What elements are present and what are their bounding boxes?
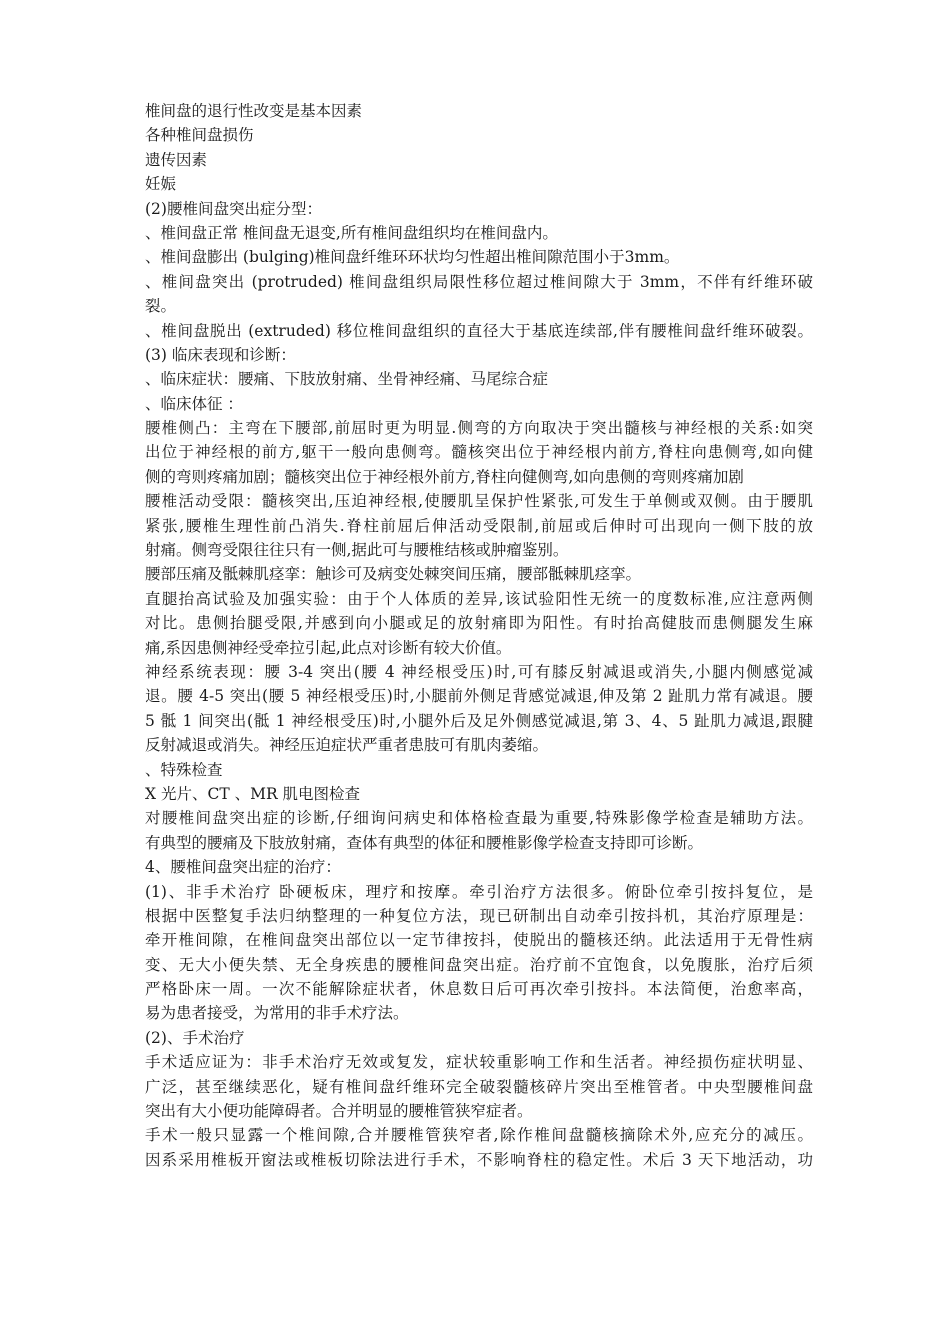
- text-line: 、椎间盘脱出 (extruded) 移位椎间盘组织的直径大于基底连续部,伴有腰椎间盘纤维环破裂。: [145, 321, 813, 340]
- document-page: [145, 99, 813, 1172]
- text-line: 易为患者接受，为常用的非手术疗法。: [145, 1004, 409, 1023]
- text-line: 、椎间盘突出 (protruded) 椎间盘组织局限性移位超过椎间隙大于 3mm，不伴有纤维环破: [145, 272, 813, 291]
- text-line: 腰椎活动受限：髓核突出,压迫神经根,使腰肌呈保护性紧张,可发生于单侧或双侧。由于腰肌: [145, 492, 813, 511]
- text-line: 、特殊检查: [145, 760, 223, 779]
- text-line: 神经系统表现：腰 3-4 突出(腰 4 神经根受压)时,可有膝反射减退或消失,小腿内侧感觉减: [145, 662, 813, 681]
- text-line: 遗传因素: [145, 150, 208, 169]
- text-line: 椎间盘的退行性改变是基本因素: [145, 102, 363, 120]
- text-line: 腰部压痛及骶棘肌痉挛：触诊可及病变处棘突间压痛，腰部骶棘肌痉挛。: [145, 565, 642, 584]
- text-line: 对比。患侧抬腿受限,并感到向小腿或足的放射痛即为阳性。有时抬高健肢而患侧腿发生麻: [145, 614, 813, 633]
- text-line: 紧张,腰椎生理性前凸消失.脊柱前屈后伸活动受限制,前屈或后伸时可出现向一侧下肢的放: [145, 516, 813, 535]
- text-line: 5 骶 1 间突出(骶 1 神经根受压)时,小腿外后及足外侧感觉减退,第 3、4、5 趾肌力减退,跟腱: [145, 711, 813, 730]
- text-line: 变、无大小便失禁、无全身疾患的腰椎间盘突出症。治疗前不宜饱食，以免腹胀，治疗后须: [145, 955, 813, 974]
- text-line: 侧的弯则疼痛加剧；髓核突出位于神经根外前方,脊柱向健侧弯,如向患侧的弯则疼痛加剧: [145, 467, 744, 486]
- text-line: X 光片、CT 、MR 肌电图检查: [145, 784, 361, 803]
- text-line: 退。腰 4-5 突出(腰 5 神经根受压)时,小腿前外侧足背感觉减退,伸及第 2 趾肌力常有减退。腰: [145, 687, 813, 706]
- text-line: 因系采用椎板开窗法或椎板切除法进行手术，不影响脊柱的稳定性。术后 3 天下地活动，功: [145, 1150, 813, 1169]
- text-line: 裂。: [145, 297, 177, 316]
- text-line: 反射减退或消失。神经压迫症状严重者患肢可有肌肉萎缩。: [145, 736, 549, 755]
- text-line: 有典型的腰痛及下肢放射痛，查体有典型的体征和腰椎影像学检查支持即可诊断。: [145, 833, 704, 852]
- text-line: 痛,系因患侧神经受牵拉引起,此点对诊断有较大价值。: [145, 638, 512, 657]
- text-line: 、椎间盘正常 椎间盘无退变,所有椎间盘组织均在椎间盘内。: [145, 223, 558, 242]
- text-line: 直腿抬高试验及加强实验：由于个人体质的差异,该试验阳性无统一的度数标准,应注意两侧: [145, 589, 813, 608]
- text-line: 根据中医整复手法归纳整理的一种复位方法，现已研制出自动牵引按抖机，其治疗原理是：: [145, 906, 813, 925]
- text-line: 各种椎间盘损伤: [145, 126, 254, 145]
- text-line: 妊娠: [145, 175, 177, 194]
- text-line: 严格卧床一周。一次不能解除症状者，休息数日后可再次牵引按抖。本法简便，治愈率高，: [145, 980, 813, 999]
- text-line: 腰椎侧凸：主弯在下腰部,前屈时更为明显.侧弯的方向取决于突出髓核与神经根的关系:如突: [145, 419, 813, 438]
- text-line: 射痛。侧弯受限往往只有一侧,据此可与腰椎结核或肿瘤鉴别。: [145, 541, 569, 560]
- text-line: 广泛，甚至继续恶化，疑有椎间盘纤维环完全破裂髓核碎片突出至椎管者。中央型腰椎间盘: [145, 1077, 813, 1096]
- text-line: 牵开椎间隙，在椎间盘突出部位以一定节律按抖，使脱出的髓核还纳。此法适用于无骨性病: [145, 931, 813, 950]
- text-line: 出位于神经根的前方,躯干一般向患侧弯。髓核突出位于神经根内前方,脊柱向患侧弯,如向健: [145, 443, 813, 462]
- text-line: 对腰椎间盘突出症的诊断,仔细询问病史和体格检查最为重要,特殊影像学检查是辅助方法。: [145, 809, 813, 828]
- text-line: 4、腰椎间盘突出症的治疗：: [145, 858, 341, 877]
- text-line: (1)、非手术治疗 卧硬板床，理疗和按摩。牵引治疗方法很多。俯卧位牵引按抖复位，是: [145, 882, 813, 901]
- text-line: (2)、手术治疗: [145, 1028, 245, 1047]
- text-line: 手术适应证为：非手术治疗无效或复发，症状较重影响工作和生活者。神经损伤症状明显、: [145, 1053, 813, 1072]
- text-line: 、临床体征 ：: [145, 394, 243, 413]
- text-line: 手术一般只显露一个椎间隙,合并腰椎管狭窄者,除作椎间盘髓核摘除术外,应充分的减压。: [145, 1126, 813, 1145]
- text-line: (2)腰椎间盘突出症分型：: [145, 199, 322, 218]
- text-line: 、临床症状：腰痛、下肢放射痛、坐骨神经痛、马尾综合症: [145, 370, 549, 389]
- text-line: (3) 临床表现和诊断：: [145, 345, 296, 364]
- text-line: 、椎间盘膨出 (bulging)椎间盘纤维环环状均匀性超出椎间隙范围小于3mm。: [145, 248, 680, 267]
- text-line: 突出有大小便功能障碍者。合并明显的腰椎管狭窄症者。: [145, 1102, 533, 1121]
